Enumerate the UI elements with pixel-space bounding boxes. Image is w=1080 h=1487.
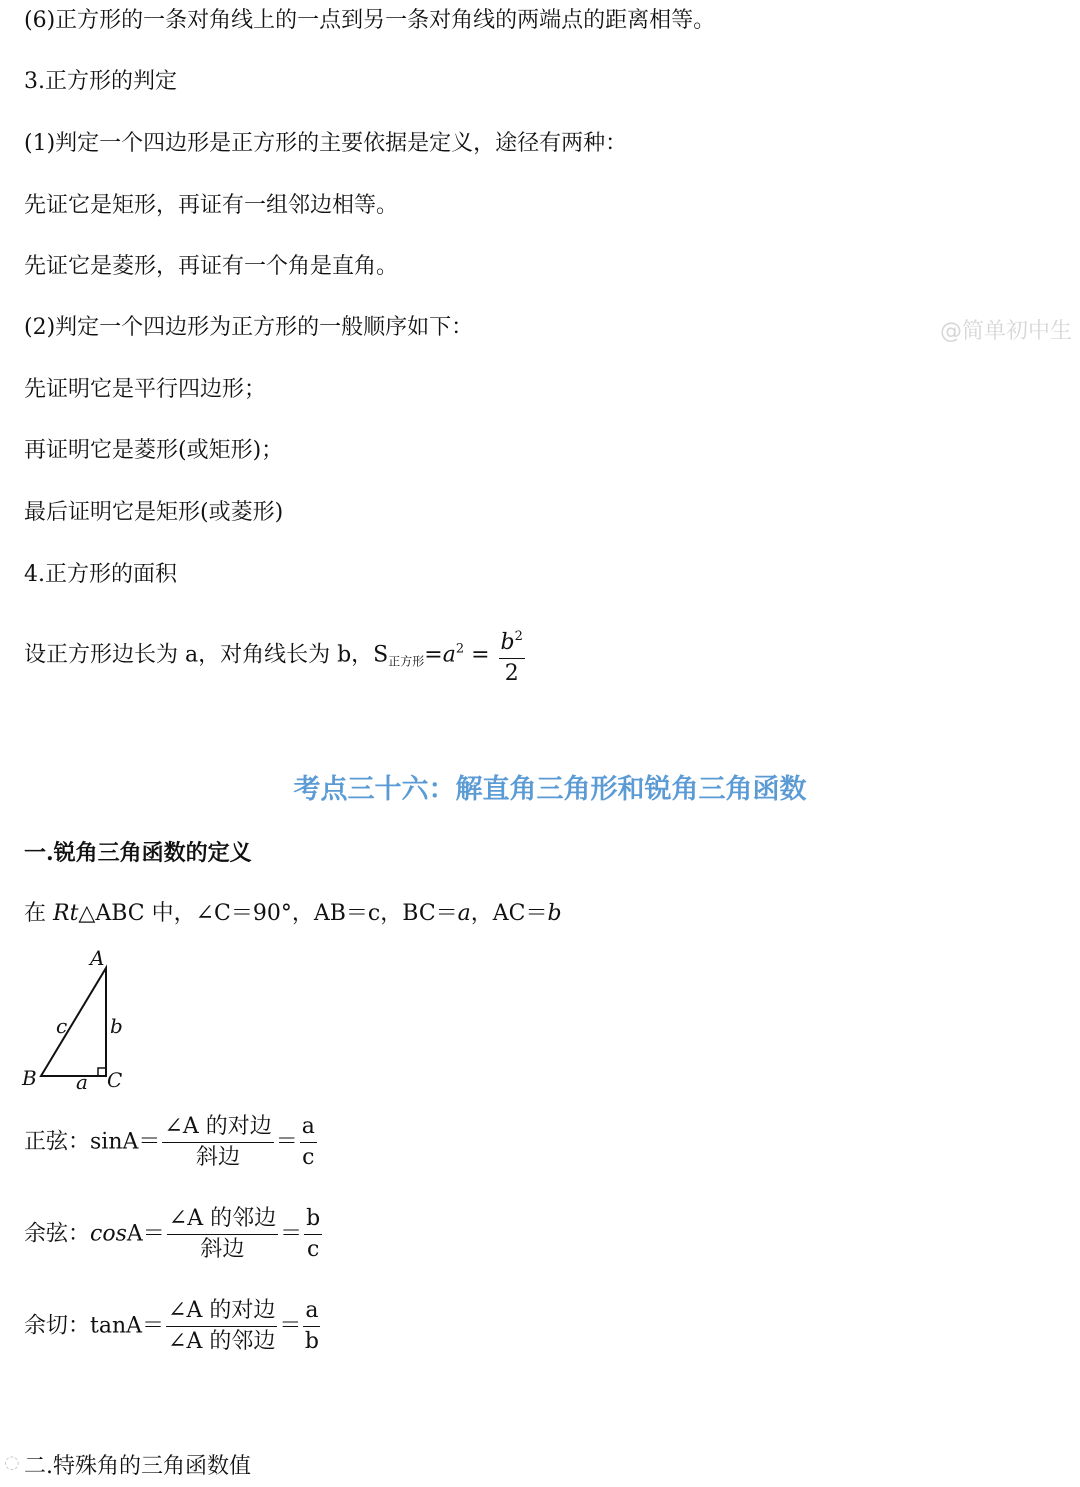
sine-r-den: c [302, 1145, 315, 1170]
cosine-definition [24, 1204, 324, 1265]
text-line-6: (2)判定一个四边形为正方形的一般顺序如下： [24, 315, 474, 340]
rt-intro-a: a [457, 901, 471, 926]
rt-intro-rt: Rt [53, 901, 79, 926]
tangent-result [303, 1296, 320, 1357]
rt-intro-mid: ，AC＝ [470, 901, 548, 926]
area-formula-a-exp: 2 [455, 641, 465, 657]
sine-den: 斜边 [196, 1145, 241, 1170]
tangent-eq: ＝ [279, 1313, 302, 1339]
area-formula-a: a [442, 642, 456, 668]
sine-fraction [162, 1112, 273, 1173]
rt-intro-b: b [547, 901, 562, 926]
area-formula-prefix: 设正方形边长为 a，对角线长为 b，S [24, 642, 389, 668]
cosine-num: ∠A 的邻边 [167, 1204, 278, 1235]
text-line-4: 先证它是矩形，再证有一组邻边相等。 [24, 193, 399, 218]
tangent-num: ∠A 的对边 [166, 1296, 277, 1327]
area-formula-num-exp: 2 [514, 629, 523, 644]
tangent-definition [24, 1296, 322, 1357]
text-line-5: 先证它是菱形，再证有一个角是直角。 [24, 254, 399, 279]
tangent-label: 余切：tanA＝ [24, 1313, 165, 1339]
sine-r-num: a [300, 1112, 317, 1143]
sine-definition [24, 1112, 319, 1173]
area-formula-fraction [499, 622, 525, 689]
area-formula-eq2: = [464, 642, 497, 668]
sine-num: ∠A 的对边 [162, 1112, 273, 1143]
cosine-result [304, 1204, 322, 1265]
tangent-r-num: a [303, 1296, 320, 1327]
area-formula-num-b: b [500, 630, 515, 655]
section-title: 考点三十六：解直角三角形和锐角三角函数 [293, 774, 807, 805]
triangle-shape [41, 968, 106, 1076]
area-formula [24, 622, 527, 689]
sine-eq: ＝ [275, 1129, 298, 1155]
area-formula-den: 2 [504, 661, 519, 686]
cosine-fraction [167, 1204, 278, 1265]
rt-intro [24, 899, 562, 929]
cosine-eq: ＝ [280, 1221, 303, 1247]
subsection-title-1: 一.锐角三角函数的定义 [24, 840, 252, 866]
tangent-fraction [166, 1296, 277, 1357]
right-angle-marker [98, 1068, 106, 1076]
text-line-2: 3.正方形的判定 [24, 69, 177, 94]
tangent-den: ∠A 的邻边 [168, 1329, 276, 1354]
side-label-a: a [76, 1070, 88, 1094]
watermark: @简单初中生 [939, 319, 1072, 344]
text-line-1: (6)正方形的一条对角线上的一点到另一条对角线的两端点的距离相等。 [24, 8, 716, 33]
side-label-b: b [110, 1014, 123, 1038]
cosine-label: 余弦： [24, 1221, 91, 1247]
rt-intro-pre: 在 [24, 901, 53, 926]
text-line-8: 再证明它是菱形(或矩形)； [24, 438, 284, 463]
cosine-r-num: b [304, 1204, 322, 1235]
area-formula-eq1: = [424, 642, 443, 668]
side-label-c: c [56, 1014, 68, 1038]
right-triangle-diagram [36, 962, 116, 1082]
text-line-7: 先证明它是平行四边形； [24, 377, 267, 402]
sine-label: 正弦：sinA＝ [24, 1129, 161, 1155]
sine-result [300, 1112, 317, 1173]
cosine-fn-post: A＝ [126, 1221, 165, 1247]
cosine-den: 斜边 [200, 1237, 245, 1262]
area-formula-subscript: 正方形 [388, 654, 425, 669]
text-line-9: 最后证明它是矩形(或菱形) [24, 500, 284, 525]
rt-intro-post: △ABC 中，∠C＝90°，AB＝c，BC＝ [78, 901, 458, 926]
text-line-10: 4.正方形的面积 [24, 562, 177, 587]
cosine-fn: cos [90, 1221, 127, 1247]
vertex-label-c: C [107, 1068, 123, 1092]
tangent-r-den: b [304, 1329, 319, 1354]
text-line-3: (1)判定一个四边形是正方形的主要依据是定义，途径有两种： [24, 131, 628, 156]
subsection-title-2: 二.特殊角的三角函数值 [24, 1454, 251, 1479]
vertex-label-a: A [90, 946, 105, 970]
footer-logo-icon: ◌ [4, 1452, 20, 1473]
cosine-r-den: c [306, 1237, 320, 1262]
vertex-label-b: B [22, 1066, 37, 1090]
